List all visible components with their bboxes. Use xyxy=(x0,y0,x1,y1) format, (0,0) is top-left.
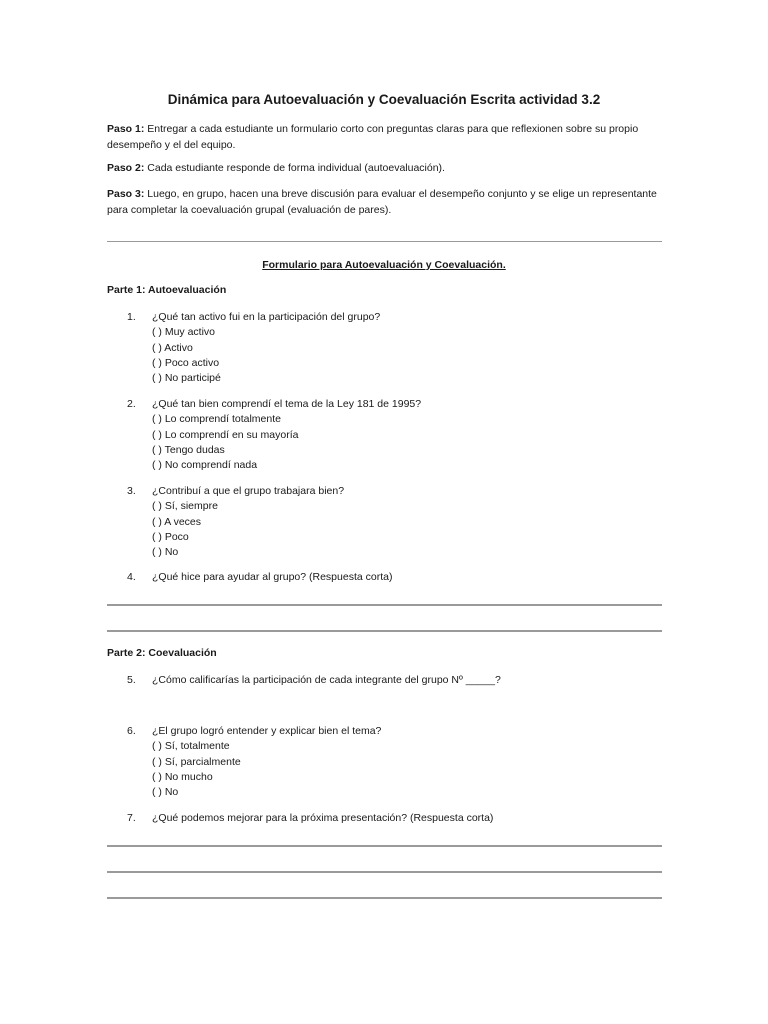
answer-option[interactable]: ( ) A veces xyxy=(152,515,202,528)
divider xyxy=(107,241,662,242)
answer-option[interactable]: ( ) Sí, totalmente xyxy=(152,740,230,753)
answer-option[interactable]: ( ) No mucho xyxy=(152,770,213,783)
answer-option[interactable]: ( ) Tengo dudas xyxy=(152,443,225,456)
question-number: 3. xyxy=(127,485,136,497)
step-3 xyxy=(107,186,667,218)
answer-option[interactable]: ( ) Lo comprendí totalmente xyxy=(152,413,281,426)
answer-option[interactable]: ( ) Muy activo xyxy=(152,326,216,339)
question-number: 4. xyxy=(127,571,136,583)
answer-option[interactable]: ( ) No comprendí nada xyxy=(152,459,258,472)
part-1-heading: Parte 1: Autoevaluación xyxy=(107,284,227,296)
answer-line[interactable] xyxy=(107,604,662,606)
question-text: ¿Qué podemos mejorar para la próxima presentación? (Respuesta corta) xyxy=(152,812,494,824)
step-2-text: Cada estudiante responde de forma individual (autoevaluación). xyxy=(147,162,445,174)
form-title: Formulario para Autoevaluación y Coevaluación. xyxy=(262,259,506,271)
question-text: ¿El grupo logró entender y explicar bien el tema? xyxy=(152,725,382,737)
answer-line[interactable] xyxy=(107,871,662,873)
question-number: 2. xyxy=(127,398,136,410)
answer-option[interactable]: ( ) Lo comprendí en su mayoría xyxy=(152,428,299,441)
answer-option[interactable]: ( ) No xyxy=(152,546,179,559)
answer-option[interactable]: ( ) Sí, parcialmente xyxy=(152,755,241,768)
step-1-text: Entregar a cada estudiante un formulario corto con preguntas claras para que reflexionen sobre su propio desempeño y el del equipo. xyxy=(107,123,639,151)
answer-option[interactable]: ( ) No xyxy=(152,786,179,799)
question-text: ¿Qué tan bien comprendí el tema de la Ley 181 de 1995? xyxy=(152,398,422,410)
answer-option[interactable]: ( ) Poco xyxy=(152,530,189,543)
question-text: ¿Qué hice para ayudar al grupo? (Respuesta corta) xyxy=(152,571,393,583)
step-2 xyxy=(107,160,667,176)
question-text: ¿Contribuí a que el grupo trabajara bien? xyxy=(152,485,345,497)
question-number: 5. xyxy=(127,674,136,686)
step-3-label: Paso 3: xyxy=(107,188,145,200)
step-1-label: Paso 1: xyxy=(107,123,145,135)
answer-option[interactable]: ( ) Sí, siempre xyxy=(152,500,218,513)
question-text: ¿Qué tan activo fui en la participación del grupo? xyxy=(152,311,381,323)
question-number: 6. xyxy=(127,725,136,737)
step-1 xyxy=(107,121,667,153)
answer-option[interactable]: ( ) No participé xyxy=(152,372,221,385)
document-title: Dinámica para Autoevaluación y Coevaluación Escrita actividad 3.2 xyxy=(167,92,601,107)
question-number: 1. xyxy=(127,311,136,323)
answer-line[interactable] xyxy=(107,897,662,899)
answer-line[interactable] xyxy=(107,630,662,632)
part-2-heading: Parte 2: Coevaluación xyxy=(107,647,217,659)
answer-option[interactable]: ( ) Activo xyxy=(152,341,193,354)
question-text: ¿Cómo calificarías la participación de cada integrante del grupo Nº _____? xyxy=(152,674,501,686)
step-2-label: Paso 2: xyxy=(107,162,145,174)
answer-line[interactable] xyxy=(107,845,662,847)
step-3-text: Luego, en grupo, hacen una breve discusión para evaluar el desempeño conjunto y se elige un representante para completar la coevaluación grupal (evaluación de pares). xyxy=(107,188,657,216)
answer-option[interactable]: ( ) Poco activo xyxy=(152,356,220,369)
question-number: 7. xyxy=(127,812,136,824)
